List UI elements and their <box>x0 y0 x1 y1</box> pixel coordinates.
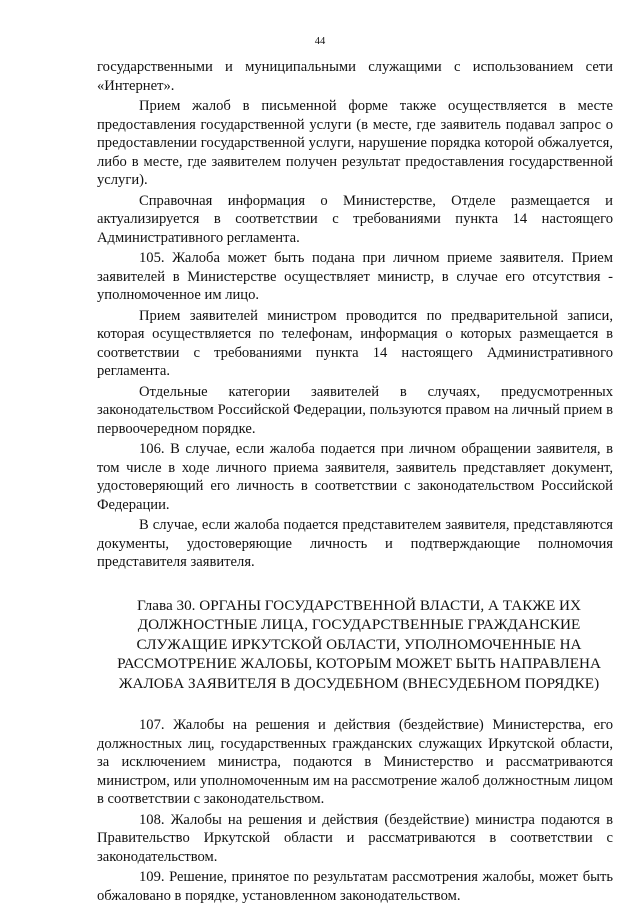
paragraph-internet-continuation: государственными и муниципальными служащими с использованием сети «Интернет». <box>97 59 613 94</box>
paragraph-109: 109. Решение, принятое по результатам рассмотрения жалобы, может быть обжаловано в порядке, установленном законодательством. <box>97 869 613 904</box>
paragraph-106: 106. В случае, если жалоба подается при личном обращении заявителя, в том числе в ходе личного приема заявителя, заявитель представляет документ, удостоверяющий его личность в соответствии с законодательством Российской Федерации. <box>97 441 613 513</box>
paragraph-107: 107. Жалобы на решения и действия (бездействие) Министерства, его должностных лиц, государственных гражданских служащих Иркутской области, за исключением министра, подаются в Министерство и рассматриваются министром, или уполномоченным им на рассмотрение жалоб должностным лицом в соответствии с законодательством. <box>97 717 613 807</box>
paragraph-reference-info: Справочная информация о Министерстве, Отделе размещается и актуализируется в соответствии с требованиями пункта 14 настоящего Административного регламента. <box>97 192 613 246</box>
paragraph-priority-categories: Отдельные категории заявителей в случаях, предусмотренных законодательством Российской Федерации, пользуются правом на личный прием в первоочередном порядке. <box>97 383 613 437</box>
chapter-heading: Глава 30. ОРГАНЫ ГОСУДАРСТВЕННОЙ ВЛАСТИ, А ТАКЖЕ ИХ ДОЛЖНОСТНЫЕ ЛИЦА, ГОСУДАРСТВЕННЫЕ ГРАЖДАНСКИЕ СЛУЖАЩИЕ ИРКУТСКОЙ ОБЛАСТИ, УПОЛНОМОЧЕННЫЕ НА РАССМОТРЕНИЕ ЖАЛОБЫ, КОТОРЫМ МОЖЕТ БЫТЬ НАПРАВЛЕНА ЖАЛОБА ЗАЯВИТЕЛЯ В ДОСУДЕБНОМ (ВНЕСУДЕБНОМ ПОРЯДКЕ) <box>117 596 601 692</box>
paragraph-108: 108. Жалобы на решения и действия (бездействие) министра подаются в Правительство Иркутской области и рассматриваются в соответствии с законодательством. <box>97 811 613 865</box>
paragraph-appointment: Прием заявителей министром проводится по предварительной записи, которая осуществляется по телефонам, информация о которых размещается в соответствии с требованиями пункта 14 настоящего Административного регламента. <box>97 307 613 379</box>
paragraph-written-complaints: Прием жалоб в письменной форме также осуществляется в месте предоставления государственной услуги (в месте, где заявитель подавал запрос о предоставлении государственной услуги, нарушение порядка которой обжалуется, либо в месте, где заявителем получен результат предоставления государственной услуги). <box>97 98 613 188</box>
paragraph-105: 105. Жалоба может быть подана при личном приеме заявителя. Прием заявителей в Министерстве осуществляет министр, в случае его отсутствия - уполномоченное им лицо. <box>97 250 613 303</box>
paragraph-representative: В случае, если жалоба подается представителем заявителя, представляются документы, удостоверяющие личность и подтверждающие полномочия представителя заявителя. <box>97 517 613 570</box>
document-body <box>97 58 613 905</box>
page-number: 44 <box>314 36 326 47</box>
